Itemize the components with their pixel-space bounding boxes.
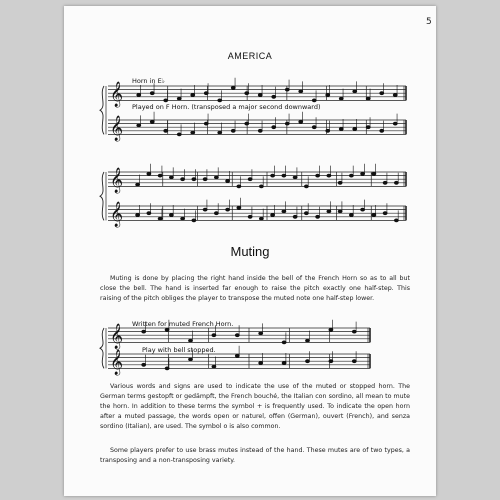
note-head [192, 219, 196, 222]
note-head [312, 126, 316, 129]
note-head [142, 363, 146, 366]
note-head [136, 214, 140, 217]
note-head [271, 214, 275, 217]
note-head [248, 215, 252, 218]
note-head [150, 120, 154, 123]
note-head [147, 212, 151, 215]
note-head [235, 354, 239, 357]
note-head [259, 332, 263, 335]
staff-label-horn-eb: Horn in E♭ [132, 77, 165, 85]
treble-clef-icon: 𝄞 [110, 350, 124, 375]
note-head [203, 178, 207, 181]
note-head [272, 126, 276, 129]
note-head [383, 212, 387, 215]
note-head [327, 174, 331, 177]
note-head [372, 214, 376, 217]
note-head [212, 365, 216, 368]
note-head [361, 208, 365, 211]
note-head [237, 206, 241, 209]
note-head [282, 174, 286, 177]
note-head [293, 215, 297, 218]
note-head [271, 174, 275, 177]
note-head [137, 94, 141, 97]
note-head [226, 180, 230, 183]
note-head [353, 128, 357, 131]
note-head [361, 172, 365, 175]
note-head [231, 129, 235, 132]
note-head [282, 341, 286, 344]
note-head [394, 219, 398, 222]
note-head [164, 129, 168, 132]
staff-label-f-horn: Played on F Horn. (transposed a major second downward) [132, 103, 321, 111]
note-head [329, 328, 333, 331]
note-head [393, 94, 397, 97]
note-head [158, 174, 162, 177]
note-head [394, 181, 398, 184]
paragraph-brass-mutes: Some players prefer to use brass mutes instead of the hand. These mutes are of two types, a transposing and a non-transposing variety. [100, 447, 410, 464]
note-head [258, 129, 262, 132]
note-head [306, 339, 310, 342]
note-head [326, 129, 330, 132]
note-head [191, 131, 195, 134]
note-head [150, 92, 154, 95]
section-title: Muting [230, 244, 270, 259]
note-head [380, 92, 384, 95]
note-head [366, 97, 370, 100]
note-head [189, 358, 193, 361]
system-brace [100, 172, 104, 220]
note-head [304, 185, 308, 188]
note-head [282, 210, 286, 213]
note-head [164, 99, 168, 102]
note-head [177, 97, 181, 100]
note-head [169, 214, 173, 217]
note-head [393, 122, 397, 125]
note-head [136, 183, 140, 186]
note-head [214, 212, 218, 215]
note-head [372, 172, 376, 175]
note-head [327, 210, 331, 213]
treble-clef-icon: 𝄞 [110, 168, 124, 193]
note-head [293, 176, 297, 179]
note-head [339, 97, 343, 100]
note-head [245, 122, 249, 125]
note-head [245, 92, 249, 95]
note-head [299, 120, 303, 123]
treble-clef-icon: 𝄞 [110, 82, 124, 107]
note-head [214, 176, 218, 179]
note-head [326, 94, 330, 97]
note-head [338, 181, 342, 184]
note-head [137, 124, 141, 127]
note-head [192, 178, 196, 181]
note-head [285, 88, 289, 91]
note-head [177, 133, 181, 136]
note-head [212, 334, 216, 337]
note-head [349, 174, 353, 177]
note-head [204, 92, 208, 95]
note-head [282, 362, 286, 365]
page-number: 5 [426, 17, 432, 27]
note-head [316, 174, 320, 177]
note-head [165, 328, 169, 331]
example-label-stopped: Play with bell stopped. [142, 346, 216, 354]
paragraph-muting-intro: Muting is done by placing the right hand inside the bell of the French Horn so as to all but close the bell. The hand is inserted far enough to raise the pitch exactly one half-step. This raising of the pitch obliges the player to transpose the muted note one half-step lower. [100, 275, 410, 302]
note-head [158, 217, 162, 220]
score-page [64, 6, 436, 496]
note-head [169, 176, 173, 179]
note-head [259, 185, 263, 188]
note-head [352, 360, 356, 363]
note-head [272, 95, 276, 98]
note-head [352, 330, 356, 333]
note-head [181, 178, 185, 181]
note-head [203, 208, 207, 211]
piece-title: AMERICA [227, 51, 273, 61]
note-head [218, 99, 222, 102]
treble-clef-icon: 𝄞 [110, 202, 124, 227]
note-head [316, 215, 320, 218]
note-head [329, 360, 333, 363]
note-head [181, 217, 185, 220]
note-head [142, 330, 146, 333]
system-brace [100, 328, 104, 368]
note-head [383, 181, 387, 184]
system-brace [100, 86, 104, 134]
note-head [258, 94, 262, 97]
note-head [259, 362, 263, 365]
note-head [191, 94, 195, 97]
treble-clef-icon: 𝄞 [110, 116, 124, 141]
note-head [304, 212, 308, 215]
note-head [189, 339, 193, 342]
note-head [235, 334, 239, 337]
note-head [338, 210, 342, 213]
note-head [226, 208, 230, 211]
note-head [231, 86, 235, 89]
note-head [366, 126, 370, 129]
treble-clef-icon: 𝄞 [110, 324, 124, 349]
note-head [285, 122, 289, 125]
note-head [237, 185, 241, 188]
note-head [218, 131, 222, 134]
note-head [259, 217, 263, 220]
note-head [299, 90, 303, 93]
note-head [147, 172, 151, 175]
note-head [349, 214, 353, 217]
note-head [380, 129, 384, 132]
note-head [248, 178, 252, 181]
example-label-written: Written for muted French Horn. [132, 320, 234, 328]
note-head [165, 367, 169, 370]
note-head [339, 128, 343, 131]
note-head [306, 360, 310, 363]
note-head [353, 90, 357, 93]
paragraph-mute-terms: Various words and signs are used to indicate the use of the muted or stopped horn. The German terms gestopft or gedämpft, the French bouché, the Italian con sordino, all mean to mute the horn. In addition to these terms the symbol + is frequently used. To indicate the open horn after a muted passage, the words open or naturel, offen (German), ouvert (French), and senza sordino (Italian), are used. The symbol o is also common. [100, 383, 410, 430]
note-head [204, 122, 208, 125]
note-head [312, 99, 316, 102]
